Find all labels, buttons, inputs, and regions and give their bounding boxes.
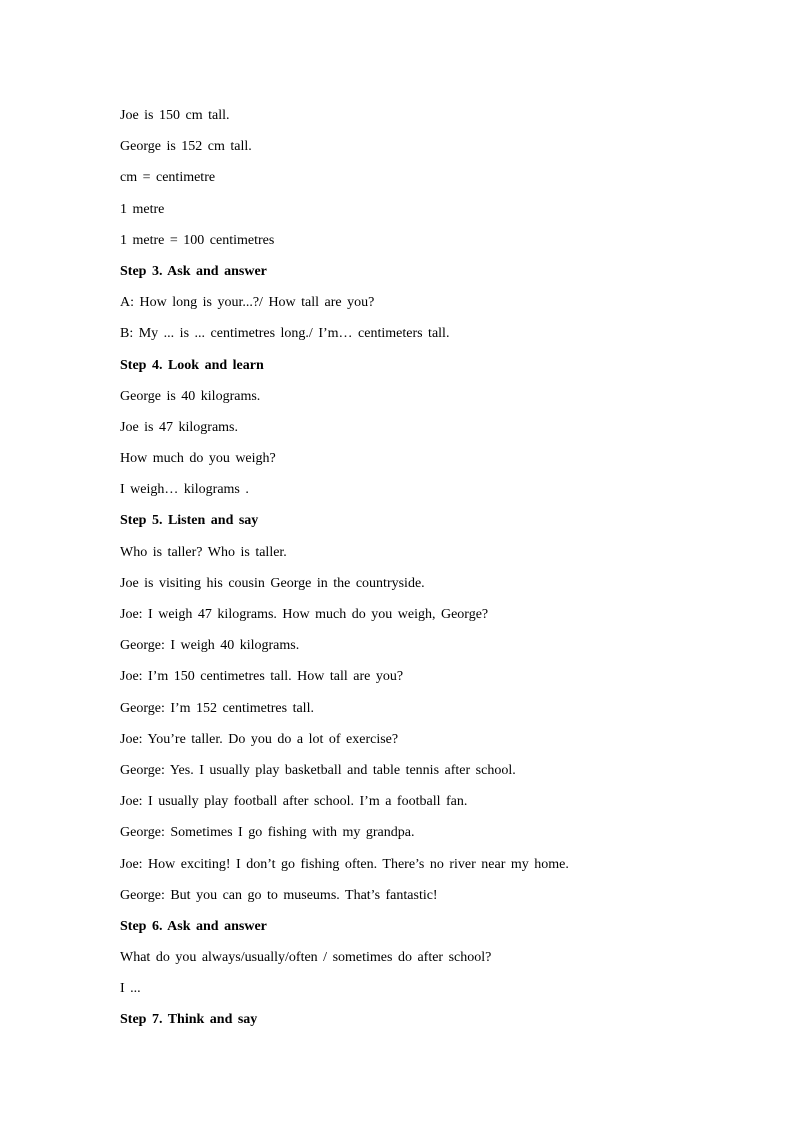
text-line: A: How long is your...?/ How tall are you? — [120, 295, 375, 311]
text-line: 1 metre — [120, 201, 165, 217]
text-line: Who is taller? Who is taller. — [120, 544, 287, 560]
step-heading: Step 4. Look and learn — [120, 357, 264, 373]
text-line: 1 metre = 100 centimetres — [120, 232, 275, 248]
text-line: What do you always/usually/often / sometimes do after school? — [120, 950, 492, 966]
step-heading: Step 3. Ask and answer — [120, 263, 267, 279]
dialogue-line: Joe: I usually play football after school. I’m a football fan. — [120, 794, 468, 810]
text-line: Joe is visiting his cousin George in the countryside. — [120, 575, 425, 591]
dialogue-line: George: But you can go to museums. That’s fantastic! — [120, 887, 438, 903]
step-heading: Step 5. Listen and say — [120, 513, 259, 529]
dialogue-line: Joe: You’re taller. Do you do a lot of exercise? — [120, 731, 399, 747]
text-line: cm = centimetre — [120, 170, 216, 186]
text-line: Joe is 47 kilograms. — [120, 419, 238, 435]
text-line: B: My ... is ... centimetres long./ I’m… centimeters tall. — [120, 326, 450, 342]
text-line: I ... — [120, 981, 141, 997]
dialogue-line: George: Sometimes I go fishing with my grandpa. — [120, 825, 415, 841]
text-line: I weigh… kilograms . — [120, 482, 249, 498]
dialogue-line: Joe: How exciting! I don’t go fishing often. There’s no river near my home. — [120, 856, 569, 872]
text-line: George is 152 cm tall. — [120, 139, 252, 155]
text-line: George is 40 kilograms. — [120, 388, 261, 404]
dialogue-line: Joe: I weigh 47 kilograms. How much do you weigh, George? — [120, 607, 489, 622]
dialogue-line: George: I weigh 40 kilograms. — [120, 638, 300, 654]
step-heading: Step 6. Ask and answer — [120, 918, 267, 934]
document-page — [120, 100, 740, 1036]
dialogue-line: Joe: I’m 150 centimetres tall. How tall are you? — [120, 669, 404, 685]
text-line: How much do you weigh? — [120, 451, 276, 467]
dialogue-line: George: Yes. I usually play basketball and table tennis after school. — [120, 762, 516, 778]
dialogue-line: George: I’m 152 centimetres tall. — [120, 700, 314, 716]
text-line: Joe is 150 cm tall. — [120, 108, 230, 123]
step-heading: Step 7. Think and say — [120, 1012, 258, 1028]
